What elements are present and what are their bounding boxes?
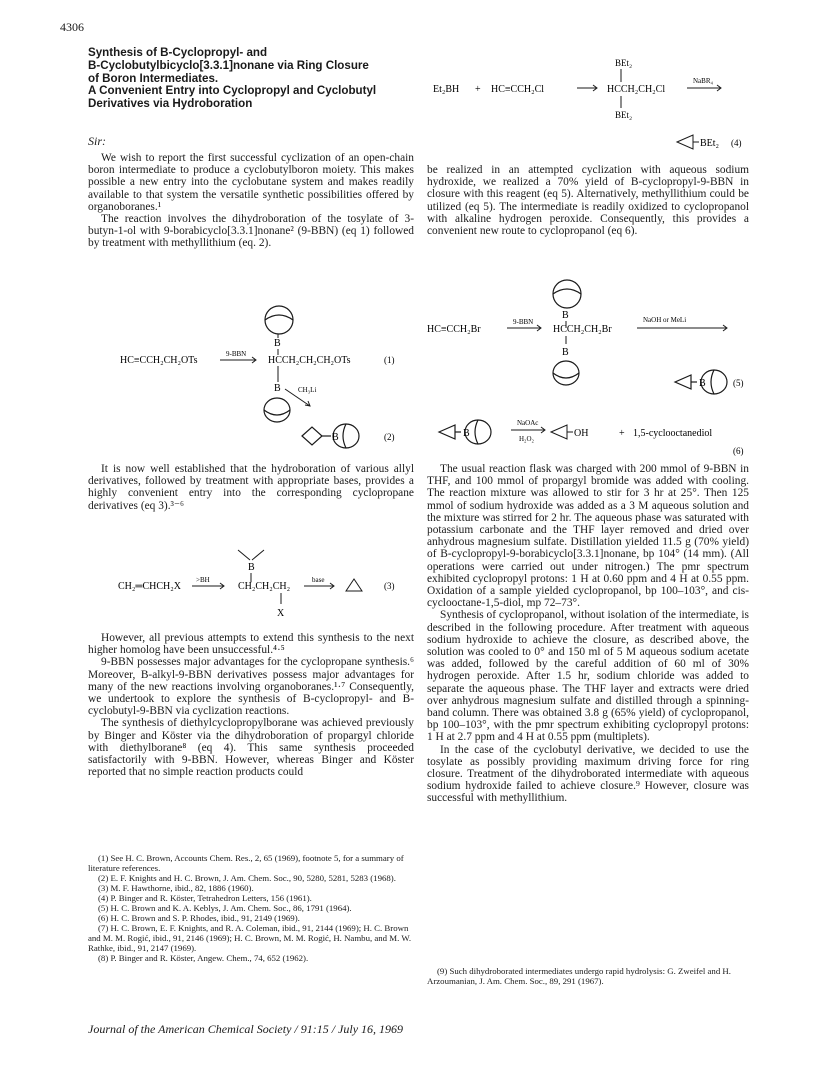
- footnote: (4) P. Binger and R. Köster, Tetrahedron Letters, 156 (1961).: [98, 893, 312, 903]
- eq1-boron-bottom: B: [274, 383, 281, 394]
- cyclopropane-icon: [677, 135, 693, 149]
- eq6-plus: +: [619, 428, 625, 439]
- footnote: (7) H. C. Brown, E. F. Knights, and R. A. Coleman, ibid., 91, 2144 (1969); H. C. Brown and M. M. Rogić, ibid., 91, 2146 (1969); H. C. Brown, M. M. Rogić, H. Nambu, and M. W. Rathke, ibid., 91, 2147 (1969).: [88, 923, 412, 953]
- eq1-product: HCCH₂CH₂CH₂OTs: [268, 355, 351, 366]
- eq6-number: (6): [733, 446, 744, 456]
- paragraph: The synthesis of diethylcyclopropylborane was achieved previously by Binger and Köster via the dihydroboration of propargyl chloride with diethylborane⁸ (eq 4). This same synthesis proceeded satisfactorily with 9-BBN. However, whereas Binger and Köster reported that no simple reaction products could: [88, 717, 414, 779]
- right-footnotes: [427, 966, 749, 986]
- eq3-base: base: [312, 576, 325, 584]
- eq1-reagent: 9-BBN: [226, 350, 247, 358]
- eq6-boron: B: [463, 428, 470, 439]
- footnote: (5) H. C. Brown and K. A. Keblys, J. Am. Chem. Soc., 86, 1791 (1964).: [98, 903, 352, 913]
- eq4-number: (4): [731, 138, 742, 148]
- eq5-number: (5): [733, 378, 744, 388]
- paragraph: The usual reaction flask was charged with 200 mmol of 9-BBN in THF, and 100 mmol of propargyl bromide was added with cooling. The reaction mixture was allowed to stir for 3 hr at 25°. Then 125 mmol of sodium hydroxide was added as a 3 M aqueous solution and the mixture was stirred for 2 hr. The aqueous phase was saturated with potassium carbonate and the THF layer removed and dried over anhydrous magnesium sulfate. Distillation yielded 11.5 g (70% yield) of B-cyclopropyl-9-borabicyclo[3.3.1]nonane, bp 104° (14 mm). (All operations were carried out under nitrogen.) The pmr spectrum exhibited cyclopropyl protons: 1 H at 0.60 ppm and 4 H at 0.55 ppm. Oxidation of a sample yielded cyclopropanol, bp 100–103°, and cis-cyclooctane-1,5-diol, mp 72–73°.: [427, 463, 749, 610]
- title-line: of Boron Intermediates.: [88, 71, 219, 85]
- page-number: 4306: [60, 20, 84, 34]
- cyclopropane-icon: [346, 579, 362, 591]
- paragraph: be realized in an attempted cyclization with aqueous sodium hydroxide, we realized a 70% yield of B-cyclopropyl-9-BBN in closure with this reagent (eq 5). Alternatively, methyllithium could be utilized (eq 5). The intermediate is readily oxidized to cyclopropanol with alkaline hydrogen peroxide. Consequently, this provides a convenient new route to cyclopropanol (eq 6).: [427, 164, 749, 238]
- title-line: A Convenient Entry into Cyclopropyl and Cyclobutyl: [88, 84, 377, 98]
- scheme-eq5-eq6: [427, 272, 757, 462]
- eq6-reagent-bottom: H₂O₂: [519, 435, 534, 443]
- eq4-bottom: BEt₂: [615, 110, 633, 120]
- eq3-boron: B: [248, 562, 255, 573]
- eq4-plus: +: [475, 84, 481, 95]
- paragraph: However, all previous attempts to extend this synthesis to the next higher homolog have been unsuccessful.⁴·⁵: [88, 632, 414, 657]
- footnote: (6) H. C. Brown and S. P. Rhodes, ibid., 91, 2149 (1969).: [98, 913, 300, 923]
- eq1-reagent2: CH₃Li: [298, 386, 317, 394]
- eq3-substituent: X: [277, 608, 285, 619]
- eq5-reagent2: NaOH or MeLi: [643, 316, 687, 324]
- eq4-reactant2: HC≡CCH₂Cl: [491, 84, 545, 95]
- eq5-reactant: HC≡CCH₂Br: [427, 324, 481, 335]
- eq5-product-boron: B: [699, 378, 706, 389]
- cyclopropane-icon: [551, 425, 567, 439]
- journal-footer: Journal of the American Chemical Society / 91:15 / July 16, 1969: [88, 1022, 404, 1036]
- right-column-intro: [427, 164, 749, 237]
- eq5-product: HCCH₂CH₂Br: [553, 324, 612, 335]
- title-line: B-Cyclobutylbicyclo[3.3.1]nonane via Ring Closure: [88, 58, 369, 72]
- paragraph: We wish to report the first successful cyclization of an open-chain boron intermediate to produce a cyclobutylboron moiety. This makes possible a new entry into the cyclobutane system and makes readily available to that system the versatile synthetic possibilities offered by organoboranes.¹: [88, 152, 414, 213]
- paragraph: In the case of the cyclobutyl derivative, we decided to use the tosylate as possibly providing maximum driving force for ring closure. Treatment of the dihydroborated intermediate with aqueous sodium hydroxide failed to achieve closure.⁹ However, closure was successful with methyllithium.: [427, 743, 749, 805]
- eq6-byproduct: 1,5-cyclooctanediol: [633, 428, 713, 439]
- eq1-number: (1): [384, 355, 395, 365]
- left-footnotes: [88, 853, 414, 963]
- eq3-number: (3): [384, 581, 395, 591]
- eq2-number: (2): [384, 432, 395, 442]
- article-title: [88, 47, 418, 111]
- left-column-mid: [88, 463, 414, 512]
- bbn-ring-icon: [553, 280, 581, 308]
- eq3-reagent: >BH: [196, 576, 210, 584]
- scheme-eq3: [88, 544, 418, 624]
- cyclobutyl-icon: [302, 424, 359, 448]
- title-line: Derivatives via Hydroboration: [88, 97, 253, 111]
- eq4-product: HCCH₂CH₂Cl: [607, 84, 666, 95]
- salutation: Sir:: [88, 134, 106, 148]
- scheme-eq1-eq2: [88, 296, 418, 456]
- eq4-reactant1: Et₂BH: [433, 84, 460, 95]
- paragraph: Synthesis of cyclopropanol, without isolation of the intermediate, is described in the following procedure. After treatment with aqueous sodium hydroxide to achieve the closure, as described above, the solution was cooled to 0° and 150 ml of 5 M aqueous sodium acetate was added, followed by the careful addition of 60 ml of 30% hydrogen peroxide. After 1.5 hr, sodium chloride was added to separate the aqueous phase. The THF layer and extracts were dried over anhydrous magnesium sulfate and distilled through a spinning-band column. There was obtained 3.8 g (65% yield) of cyclopropanol, bp 100–103°, with the pmr spectrum exhibiting cyclopropyl protons: 1 H at 2.7 ppm and 4 H at 0.55 ppm (multiplets).: [427, 609, 749, 744]
- eq1-boron-top: B: [274, 338, 281, 349]
- eq4-result: BEt₂: [700, 138, 720, 149]
- eq6-product: OH: [574, 428, 589, 439]
- eq2-boron: B: [332, 432, 339, 443]
- bbn-ring-icon: [553, 361, 579, 385]
- footnote: (8) P. Binger and R. Köster, Angew. Chem., 74, 652 (1962).: [98, 953, 309, 963]
- eq4-top: BEt₂: [615, 58, 633, 68]
- scheme-eq4: [427, 56, 757, 156]
- left-column-bottom: [88, 632, 414, 778]
- eq1-reactant: HC≡CCH₂CH₂OTs: [120, 355, 198, 366]
- title-line: Synthesis of B-Cyclopropyl- and: [88, 46, 268, 59]
- bbn-ring-icon: [265, 306, 293, 334]
- footnote: (2) E. F. Knights and H. C. Brown, J. Am. Chem. Soc., 90, 5280, 5281, 5283 (1968).: [98, 873, 396, 883]
- paragraph: 9-BBN possesses major advantages for the cyclopropane synthesis.⁶ Moreover, B-alkyl-9-BBN derivatives possess major advantages for many of the new reactions involving organoboranes.¹·⁷ Consequently, we undertook to explore the synthesis of B-cyclopropyl- and B-cyclobutyl-9-BBN via cyclization reactions.: [88, 656, 414, 718]
- eq5-reagent: 9-BBN: [513, 318, 534, 326]
- right-column-body: [427, 463, 749, 805]
- left-column-intro: [88, 152, 414, 250]
- eq3-reactant: CH₂═CHCH₂X: [118, 581, 181, 592]
- footnote: (3) M. F. Hawthorne, ibid., 82, 1886 (1960).: [98, 883, 254, 893]
- paragraph: The reaction involves the dihydroboration of the tosylate of 3-butyn-1-ol with 9-borabicyclo[3.3.1]nonane² (9-BBN) (eq 1) followed by treatment with methyllithium (eq. 2).: [88, 213, 414, 250]
- eq5-boron-bottom: B: [562, 347, 569, 358]
- eq3-product: CH₂CH₂CH₂: [238, 581, 291, 592]
- footnote: (9) Such dihydroborated intermediates undergo rapid hydrolysis: G. Zweifel and H. Arzoumanian, J. Am. Chem. Soc., 89, 291 (1967).: [427, 966, 731, 986]
- footnote: (1) See H. C. Brown, Accounts Chem. Res., 2, 65 (1969), footnote 5, for a summary of literature references.: [88, 853, 404, 873]
- bbn-ring-icon: [264, 398, 290, 422]
- paragraph: It is now well established that the hydroboration of various allyl derivatives, followed by treatment with appropriate bases, provides a highly convenient entry into the corresponding cyclopropane derivatives (eq 3).³⁻⁶: [88, 463, 414, 512]
- eq5-boron-top: B: [562, 310, 569, 321]
- eq6-reagent-top: NaOAc: [517, 419, 539, 427]
- eq4-reagent: NaBR₄: [693, 77, 713, 85]
